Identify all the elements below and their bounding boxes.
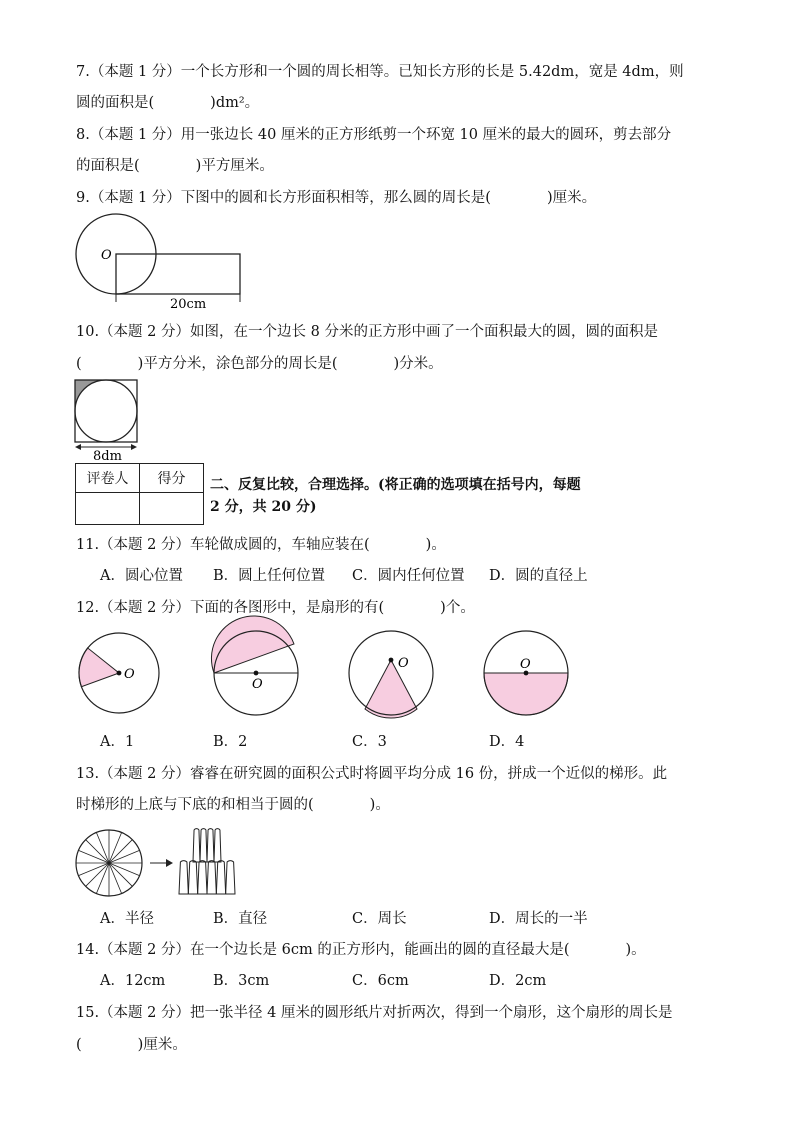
q11-option-d[interactable]: D．圆的直径上 — [489, 568, 588, 584]
q8-line1: 8.（本题 1 分）用一张边长 40 厘米的正方形纸剪一个环宽 10 厘米的最大的圆环，剪去部分 — [76, 127, 672, 143]
q12-option-d[interactable]: D．4 — [489, 734, 525, 750]
arrow-left — [75, 444, 81, 450]
section2-title-line2: 2 分，共 20 分) — [210, 499, 317, 515]
center-dot — [254, 671, 259, 676]
sector-piece — [207, 829, 214, 862]
center-label: O — [252, 677, 263, 692]
q14-stem: 14.（本题 2 分）在一个边长是 6cm 的正方形内，能画出的圆的直径最大是( )。 — [76, 942, 646, 958]
q9-stem: 9.（本题 1 分）下图中的圆和长方形面积相等，那么圆的周长是( )厘米。 — [76, 190, 597, 206]
q13-option-a[interactable]: A．半径 — [100, 911, 154, 927]
sector-piece — [226, 861, 235, 894]
q14-option-b[interactable]: B．3cm — [213, 973, 270, 989]
grader-table — [75, 463, 204, 525]
rearranged-trapezoid — [179, 829, 235, 894]
q9-circle-rectangle-figure — [70, 210, 250, 310]
q12-figure-a — [75, 630, 165, 720]
q7-line2: 圆的面积是( )dm²。 — [76, 95, 260, 111]
rectangle — [116, 254, 240, 294]
q15-line1: 15.（本题 2 分）把一张半径 4 厘米的圆形纸片对折两次，得到一个扇形，这个扇形的周长是 — [76, 1005, 673, 1021]
sector-piece — [207, 861, 216, 894]
sector-piece — [214, 829, 221, 862]
radius-line — [86, 840, 109, 863]
side-label: 8dm — [93, 449, 122, 464]
q11-option-c[interactable]: C．圆内任何位置 — [352, 568, 465, 584]
q15-line2: ( )厘米。 — [76, 1037, 187, 1053]
semicircle — [484, 673, 568, 715]
q12-figure-b — [212, 630, 302, 720]
center-dot — [117, 671, 122, 676]
q11-option-b[interactable]: B．圆上任何位置 — [213, 568, 326, 584]
q13-option-d[interactable]: D．周长的一半 — [489, 911, 588, 927]
q13-option-c[interactable]: C．周长 — [352, 911, 407, 927]
q11-option-a[interactable]: A．圆心位置 — [100, 568, 183, 584]
circle — [75, 380, 137, 442]
q7-line1: 7.（本题 1 分）一个长方形和一个圆的周长相等。已知长方形的长是 5.42dm，宽是 4dm，则 — [76, 64, 684, 80]
q8-line2: 的面积是( )平方厘米。 — [76, 158, 274, 174]
sector-piece — [198, 861, 207, 894]
score-cell[interactable] — [140, 493, 204, 525]
length-label: 20cm — [170, 297, 207, 312]
sector — [79, 648, 119, 687]
center-label: O — [124, 667, 135, 682]
q12-option-b[interactable]: B．2 — [213, 734, 248, 750]
sector-piece — [188, 861, 197, 894]
q13-option-b[interactable]: B．直径 — [213, 911, 268, 927]
q10-line2: ( )平方分米，涂色部分的周长是( )分米。 — [76, 356, 443, 372]
q13-line2: 时梯形的上底与下底的和相当于圆的( )。 — [76, 797, 390, 813]
q12-option-c[interactable]: C．3 — [352, 734, 387, 750]
grader-label: 评卷人 — [76, 464, 140, 493]
score-label: 得分 — [140, 464, 204, 493]
radius-line — [109, 863, 132, 886]
center-label: O — [101, 248, 112, 263]
q14-option-a[interactable]: A．12cm — [100, 973, 166, 989]
divided-circle — [76, 830, 142, 896]
q10-line1: 10.（本题 2 分）如图，在一个边长 8 分米的正方形中画了一个面积最大的圆，圆的面积是 — [76, 324, 658, 340]
q13-circle-division-figure — [72, 825, 252, 900]
arrow-head — [166, 859, 173, 867]
q12-figure-d — [482, 630, 572, 720]
q12-option-a[interactable]: A．1 — [100, 734, 135, 750]
vertex-dot — [389, 658, 394, 663]
radius-line — [109, 840, 132, 863]
arrow-right — [131, 444, 137, 450]
sector-piece — [216, 861, 225, 894]
shaded-segment — [211, 616, 294, 673]
q12-figure-c — [347, 630, 437, 720]
q14-option-c[interactable]: C．6cm — [352, 973, 409, 989]
sector — [365, 660, 417, 718]
section2-title-line1: 二、反复比较，合理选择。(将正确的选项填在括号内，每题 — [210, 477, 581, 493]
radius-line — [86, 863, 109, 886]
grader-cell[interactable] — [76, 493, 140, 525]
sector-piece — [200, 829, 207, 862]
q14-option-d[interactable]: D．2cm — [489, 973, 547, 989]
sector-piece — [193, 829, 200, 862]
sector-piece — [179, 861, 188, 894]
q11-stem: 11.（本题 2 分）车轮做成圆的，车轴应装在( )。 — [76, 537, 446, 553]
q10-square-circle-figure — [75, 380, 145, 464]
center-label: O — [398, 656, 409, 671]
center-label: O — [520, 657, 531, 672]
q12-stem: 12.（本题 2 分）下面的各图形中，是扇形的有( )个。 — [76, 600, 475, 616]
q13-line1: 13.（本题 2 分）睿睿在研究圆的面积公式时将圆平均分成 16 份，拼成一个近似的梯形。此 — [76, 766, 668, 782]
